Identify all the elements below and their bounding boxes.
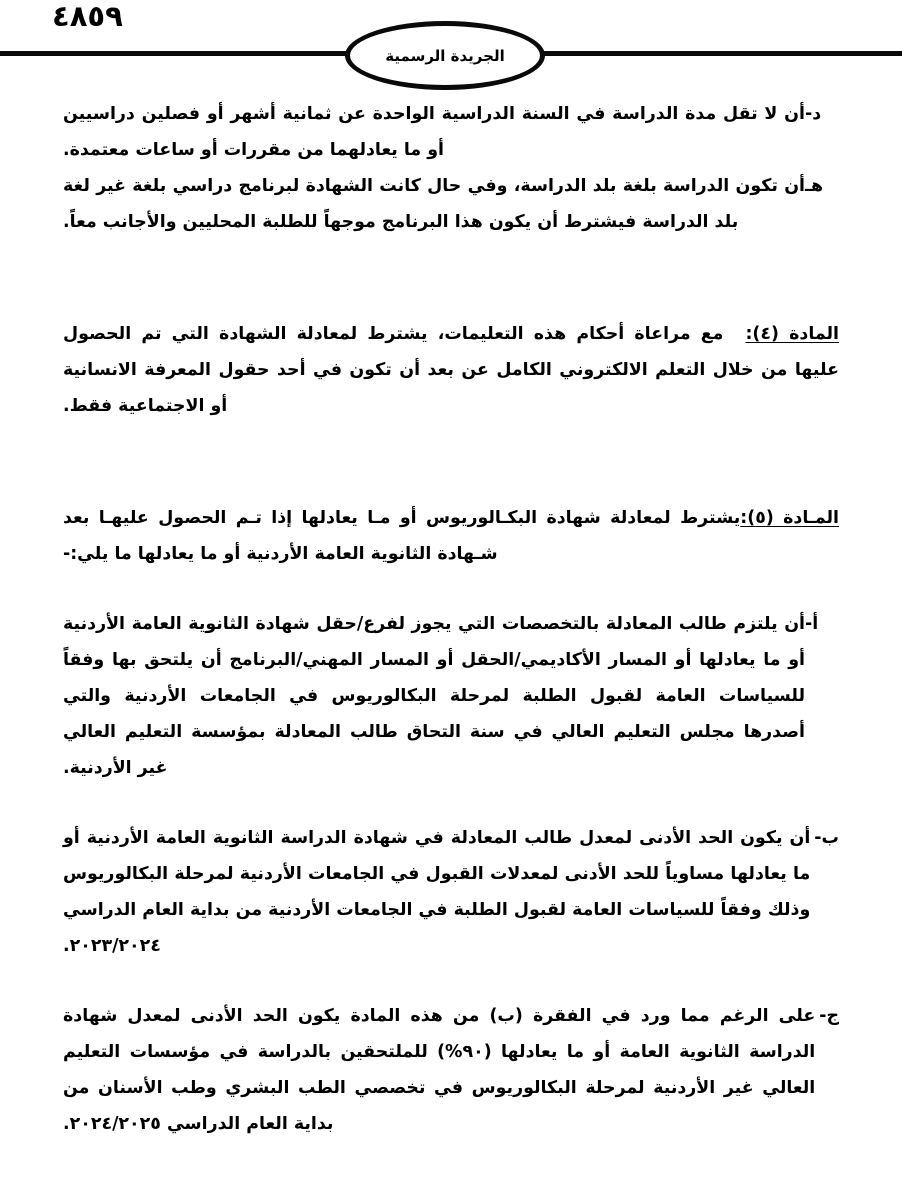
clause-marker: أ- xyxy=(805,614,819,634)
clause-text: على الرغم مما ورد في الفقرة (ب) من هذه المادة يكون الحد الأدنى لمعدل شهادة الدراسة الثانوية العامة أو ما يعادلها (٩٠%) للملتحقين بالدراسة في مؤسسات التعليم العالي غير الأردنية لمرحلة البكالوريوس في تخصصي الطب البشري وطب الأسنان من بداية العام الدراسي ٢٠٢٤/٢٠٢٥. xyxy=(63,1006,816,1134)
clause-text: أن يكون الحد الأدنى لمعدل طالب المعادلة في شهادة الدراسة الثانوية العامة الأردنية أو ما يعادلها مساوياً للحد الأدنى لمعدلات القبول في الجامعات الأردنية لمرحلة البكالوريوس وذلك وفقاً للسياسات العامة لقبول الطلبة في الجامعات الأردنية من بداية العام الدراسي ٢٠٢٣/٢٠٢٤. xyxy=(63,828,811,956)
article-5-text: يشترط لمعادلة شهادة البكـالوريوس أو مـا يعادلها إذا تـم الحصول عليهـا بعد شـهادة الثانوية العامة الأردنية أو ما يعادلها ما يلي:- xyxy=(63,508,741,564)
clause-text: أن يلتزم طالب المعادلة بالتخصصات التي يجوز لفرع/حقل شهادة الثانوية العامة الأردنية أو ما يعادلها أو المسار الأكاديمي/الحقل أو المسار المهني/البرنامج أن يلتحق بها وفقاً للسياسات العامة لقبول الطلبة لمرحلة البكالوريوس في الجامعات الأردنية والتي أصدرها مجلس التعليم العالي في سنة التحاق طالب المعادلة بمؤسسة التعليم العالي غير الأردنية. xyxy=(63,614,805,778)
clause-item xyxy=(63,606,839,786)
paragraph-spacer xyxy=(63,964,839,998)
clause-item xyxy=(63,168,839,240)
paragraph-spacer xyxy=(63,786,839,820)
masthead-oval xyxy=(345,21,545,90)
clause-text: أن تكون الدراسة بلغة بلد الدراسة، وفي حال كانت الشهادة لبرنامج دراسي بلغة غير لغة بلد الدراسة فيشترط أن يكون هذا البرنامج موجهاً للطلبة المحليين والأجانب معاً. xyxy=(63,176,805,232)
clause-text: أن لا تقل مدة الدراسة في السنة الدراسية الواحدة عن ثمانية أشهر أو فصلين دراسيين أو ما يعادلهما من مقررات أو ساعات معتمدة. xyxy=(63,104,805,160)
clause-marker: ب- xyxy=(814,828,839,848)
page-header xyxy=(0,0,902,96)
clause-item xyxy=(63,998,839,1142)
article-4-text: مع مراعاة أحكام هذه التعليمات، يشترط لمعادلة الشهادة التي تم الحصول عليها من خلال التعلم الالكتروني الكامل عن بعد أن تكون في أحد حقول المعرفة الانسانية أو الاجتماعية فقط. xyxy=(63,324,839,416)
masthead-title: الجريدة الرسمية xyxy=(385,46,505,65)
paragraph-spacer xyxy=(63,572,839,606)
article-5-label: المـادة (٥): xyxy=(740,508,839,528)
page-number: ٤٨٥٩ xyxy=(52,0,123,33)
article-4 xyxy=(63,316,839,424)
clause-item xyxy=(63,96,839,168)
page-body xyxy=(0,96,902,1142)
section-spacer xyxy=(63,240,839,316)
section-spacer xyxy=(63,424,839,500)
clause-item xyxy=(63,820,839,964)
article-5 xyxy=(63,500,839,572)
clause-marker: ج- xyxy=(819,1006,839,1026)
clause-marker: د- xyxy=(805,104,822,124)
clause-marker: هـ xyxy=(805,176,824,196)
article-4-label: المادة (٤): xyxy=(745,324,840,344)
